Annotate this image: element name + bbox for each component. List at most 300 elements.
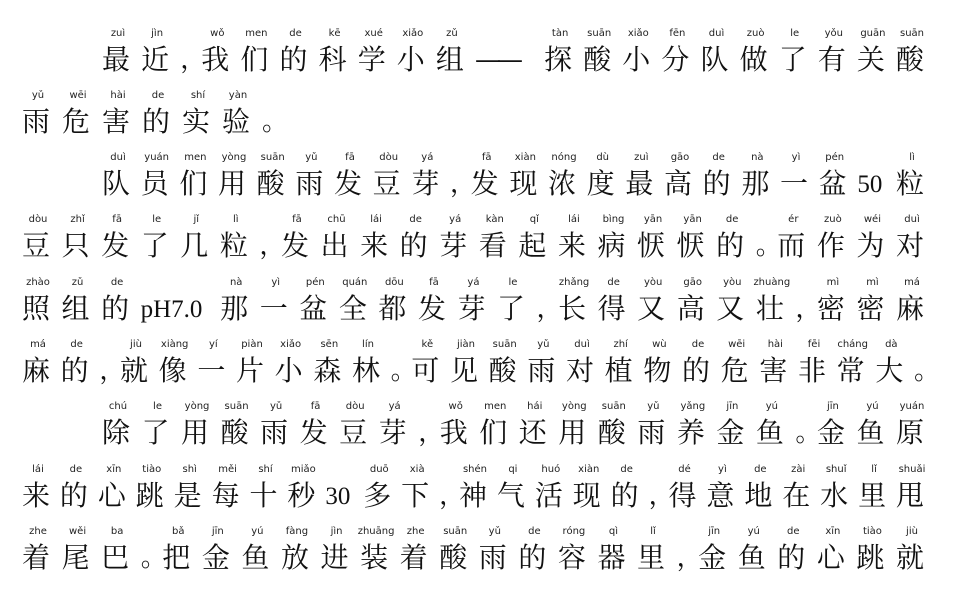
pinyin-annotation: lì [233, 214, 239, 225]
pinyin-annotation: qǐ [529, 214, 539, 225]
hanzi-character: 着 [399, 541, 428, 574]
number-text: pH7.0 [140, 296, 203, 323]
pinyin-annotation: yú [866, 401, 879, 412]
pinyin-annotation: fēi [807, 339, 821, 350]
pinyin-annotation: shuǎi [898, 464, 926, 475]
hanzi-character: 组 [435, 43, 464, 76]
pinyin-annotation: yòng [221, 152, 247, 163]
pinyin-annotation: dòu [379, 152, 399, 163]
hanzi-character: 做 [739, 43, 768, 76]
pinyin-annotation: zhe [406, 526, 425, 537]
hanzi-character: 酸 [597, 416, 626, 449]
hanzi-character: 发 [470, 167, 499, 200]
pinyin-annotation: de [620, 464, 633, 475]
hanzi-character: 对 [896, 229, 925, 262]
pinyin-annotation: dù [596, 152, 609, 163]
pinyin-annotation: fā [112, 214, 122, 225]
pinyin-annotation: yí [208, 339, 218, 350]
hanzi-character: 金 [698, 541, 727, 574]
text-line [0, 464, 960, 526]
hanzi-character: 危 [62, 105, 91, 138]
hanzi-character: 盆 [818, 167, 847, 200]
pinyin-annotation: yá [449, 214, 462, 225]
hanzi-character: 放 [280, 541, 309, 574]
pinyin-annotation: jīn [211, 526, 224, 537]
pinyin-annotation: shí [190, 90, 206, 101]
hanzi-character: 对 [566, 354, 595, 387]
hanzi-character: 粒 [219, 229, 248, 262]
pinyin-annotation: tiào [862, 526, 882, 537]
hanzi-character: 科 [318, 43, 347, 76]
hanzi-character: 植 [604, 354, 633, 387]
hanzi-character: 跳 [135, 479, 164, 512]
hanzi-character: 几 [180, 229, 209, 262]
hanzi-character: 粒 [896, 167, 925, 200]
pinyin-annotation: guān [860, 28, 886, 39]
hanzi-character: 壮 [755, 292, 784, 325]
hanzi-character: 害 [759, 354, 788, 387]
pinyin-annotation: yǎng [680, 401, 706, 412]
pinyin-annotation: mì [866, 277, 879, 288]
hanzi-character: 我 [201, 43, 230, 76]
pinyin-annotation: zhuàng [753, 277, 791, 288]
pinyin-annotation: yān [643, 214, 663, 225]
pinyin-annotation: de [754, 464, 767, 475]
hanzi-character: 像 [158, 354, 187, 387]
hanzi-character: 金 [201, 541, 230, 574]
hanzi-character: 小 [622, 43, 651, 76]
hanzi-character: 而 [777, 229, 806, 262]
hanzi-character: 酸 [220, 416, 249, 449]
hanzi-character: 容 [557, 541, 586, 574]
punctuation: ， [795, 294, 822, 324]
pinyin-annotation: cháng [837, 339, 868, 350]
hanzi-character: 一 [780, 167, 809, 200]
hanzi-character: 发 [334, 167, 363, 200]
pinyin-annotation: gāo [683, 277, 703, 288]
hanzi-character: 发 [299, 416, 328, 449]
hanzi-character: 常 [836, 354, 865, 387]
pinyin-annotation: qi [508, 464, 518, 475]
hanzi-character: 全 [338, 292, 367, 325]
punctuation: 。 [390, 356, 417, 386]
pinyin-annotation: yá [388, 401, 401, 412]
pinyin-annotation: de [69, 464, 83, 475]
hanzi-character: 队 [700, 43, 729, 76]
hanzi-character: 豆 [372, 167, 401, 200]
hanzi-character: 多 [363, 479, 392, 512]
text-line [0, 526, 960, 588]
hanzi-character: 近 [141, 43, 170, 76]
hanzi-character: 一 [259, 292, 288, 325]
pinyin-annotation: le [153, 401, 162, 412]
hanzi-character: 高 [676, 292, 705, 325]
hanzi-character: 用 [218, 167, 247, 200]
hanzi-character: 林 [352, 354, 381, 387]
pinyin-annotation: ér [788, 214, 799, 225]
hanzi-character: 就 [896, 541, 925, 574]
hanzi-character: 密 [816, 292, 845, 325]
hanzi-character: 秒 [287, 479, 316, 512]
hanzi-character: 为 [856, 229, 885, 262]
hanzi-character: 们 [479, 416, 508, 449]
hanzi-character: —— [475, 45, 519, 75]
pinyin-annotation: quán [342, 277, 368, 288]
hanzi-character: 度 [586, 167, 615, 200]
hanzi-character: 学 [357, 43, 386, 76]
hanzi-character: 十 [249, 479, 278, 512]
hanzi-character: 在 [782, 479, 811, 512]
text-line [0, 90, 960, 152]
hanzi-character: 意 [706, 479, 735, 512]
hanzi-character: 雨 [22, 105, 51, 138]
hanzi-character: 的 [60, 354, 89, 387]
hanzi-character: 高 [664, 167, 693, 200]
hanzi-character: 豆 [339, 416, 368, 449]
hanzi-character: 的 [399, 229, 428, 262]
hanzi-character: 尾 [61, 541, 90, 574]
pinyin-annotation: le [152, 214, 162, 225]
hanzi-character: 鱼 [755, 416, 784, 449]
hanzi-character: 甩 [896, 479, 925, 512]
hanzi-character: 酸 [488, 354, 517, 387]
hanzi-character: 芽 [378, 416, 407, 449]
pinyin-annotation: xià [409, 464, 425, 475]
hanzi-character: 的 [142, 105, 171, 138]
hanzi-character: 大 [875, 354, 904, 387]
hanzi-character: 装 [360, 541, 389, 574]
pinyin-annotation: zhí [613, 339, 628, 350]
pinyin-annotation: de [110, 277, 124, 288]
pinyin-annotation: zuò [824, 214, 842, 225]
hanzi-character: 非 [798, 354, 827, 387]
pinyin-annotation: yǔ [488, 526, 501, 537]
hanzi-character: 了 [778, 43, 807, 76]
pinyin-annotation: yòng [184, 401, 210, 412]
hanzi-character: 心 [816, 541, 845, 574]
hanzi-character: 小 [274, 354, 303, 387]
pinyin-annotation: chū [327, 214, 346, 225]
pinyin-annotation: dé [678, 464, 691, 475]
hanzi-character: 下 [401, 479, 430, 512]
pinyin-annotation: duì [574, 339, 590, 350]
pinyin-annotation: de [528, 526, 541, 537]
hanzi-character: 物 [643, 354, 672, 387]
text-line [0, 277, 960, 339]
hanzi-character: 了 [141, 416, 170, 449]
punctuation: ， [648, 481, 675, 511]
pinyin-annotation: suān [224, 401, 249, 412]
pinyin-annotation: yòu [643, 277, 663, 288]
hanzi-character: 的 [702, 167, 731, 200]
pinyin-annotation: shén [462, 464, 488, 475]
hanzi-character: 豆 [22, 229, 51, 262]
pinyin-annotation: má [904, 277, 920, 288]
pinyin-annotation: xiàn [514, 152, 536, 163]
punctuation: 。 [795, 418, 822, 448]
pinyin-annotation: zhǎng [558, 277, 590, 288]
pinyin-annotation: bǎ [172, 526, 185, 537]
hanzi-character: 巴 [101, 541, 130, 574]
pinyin-annotation: suān [587, 28, 612, 39]
hanzi-character: 麻 [896, 292, 925, 325]
pinyin-annotation: zuì [110, 28, 126, 39]
hanzi-character: 现 [572, 479, 601, 512]
hanzi-character: 长 [558, 292, 587, 325]
hanzi-character: 酸 [439, 541, 468, 574]
pinyin-annotation: men [484, 401, 507, 412]
hanzi-character: 养 [676, 416, 705, 449]
pinyin-annotation: yàn [228, 90, 248, 101]
pinyin-annotation: qì [608, 526, 619, 537]
text-line [0, 339, 960, 401]
pinyin-annotation: wǒ [448, 401, 463, 412]
hanzi-character: 那 [741, 167, 770, 200]
pinyin-annotation: yì [718, 464, 727, 475]
pinyin-annotation: yǔ [31, 90, 45, 101]
pinyin-annotation: dòu [345, 401, 365, 412]
hanzi-character: 最 [102, 43, 131, 76]
pinyin-annotation: de [289, 28, 302, 39]
pinyin-annotation: fā [292, 214, 302, 225]
hanzi-character: 盆 [299, 292, 328, 325]
hanzi-character: 的 [777, 541, 806, 574]
pinyin-annotation: lín [362, 339, 374, 350]
pinyin-annotation: yì [791, 152, 801, 163]
pinyin-annotation: le [508, 277, 518, 288]
punctuation: ， [676, 543, 703, 573]
punctuation: ， [439, 481, 466, 511]
pinyin-annotation: yǒu [824, 28, 843, 39]
hanzi-character: 组 [61, 292, 90, 325]
punctuation: 。 [914, 356, 941, 386]
pinyin-annotation: duō [369, 464, 389, 475]
pinyin-annotation: gāo [670, 152, 690, 163]
pinyin-annotation: zuì [634, 152, 649, 163]
pinyin-annotation: wěi [69, 526, 87, 537]
hanzi-character: 跳 [856, 541, 885, 574]
hanzi-character: 进 [320, 541, 349, 574]
hanzi-character: 是 [173, 479, 202, 512]
hanzi-character: 小 [396, 43, 425, 76]
pinyin-annotation: xiǎo [402, 28, 424, 39]
pinyin-annotation: jiù [906, 526, 918, 537]
text-line [0, 401, 960, 463]
pinyin-annotation: wǒ [210, 28, 225, 39]
pinyin-annotation: yú [251, 526, 264, 537]
pinyin-annotation: lì [909, 152, 915, 163]
pinyin-annotation: de [70, 339, 83, 350]
hanzi-character: 密 [856, 292, 885, 325]
pinyin-annotation: xīn [106, 464, 122, 475]
number-text: 30 [325, 483, 351, 510]
pinyin-annotation: lǐ [650, 526, 656, 537]
pinyin-annotation: kě [421, 339, 434, 350]
pinyin-annotation: sēn [320, 339, 339, 350]
hanzi-character: 鱼 [241, 541, 270, 574]
pinyin-annotation: fā [481, 152, 492, 163]
pinyin-annotation: yǔ [537, 339, 550, 350]
hanzi-character: 探 [544, 43, 573, 76]
pinyin-annotation: jǐ [193, 214, 200, 225]
hanzi-character: 员 [140, 167, 169, 200]
hanzi-character: 雨 [637, 416, 666, 449]
hanzi-character: 雨 [527, 354, 556, 387]
pinyin-annotation: zhào [26, 277, 50, 288]
hanzi-character: 雨 [260, 416, 289, 449]
pinyin-annotation: má [30, 339, 46, 350]
pinyin-annotation: jìn [330, 526, 343, 537]
hanzi-character: 的 [279, 43, 308, 76]
pinyin-annotation: de [725, 214, 739, 225]
hanzi-character: 病 [597, 229, 626, 262]
pinyin-annotation: de [712, 152, 725, 163]
pinyin-annotation: hái [527, 401, 543, 412]
pinyin-annotation: shí [258, 464, 273, 475]
hanzi-character: 恹 [637, 229, 666, 262]
hanzi-character: 酸 [583, 43, 612, 76]
punctuation: ， [536, 294, 563, 324]
hanzi-character: 危 [720, 354, 749, 387]
hanzi-character: 来 [360, 229, 389, 262]
pinyin-annotation: jīn [826, 401, 839, 412]
pinyin-annotation: huó [541, 464, 561, 475]
hanzi-character: 那 [220, 292, 249, 325]
pinyin-annotation: lái [568, 214, 580, 225]
pinyin-annotation: pén [825, 152, 845, 163]
hanzi-character: 又 [637, 292, 666, 325]
pinyin-annotation: fā [429, 277, 439, 288]
hanzi-character: 的 [101, 292, 130, 325]
hanzi-character: 最 [625, 167, 654, 200]
pinyin-annotation: kē [328, 28, 341, 39]
hanzi-character: 我 [439, 416, 468, 449]
hanzi-character: 里 [637, 541, 666, 574]
pinyin-annotation: fēn [669, 28, 686, 39]
punctuation: 。 [262, 107, 289, 137]
pinyin-annotation: zài [791, 464, 806, 475]
pinyin-annotation: wù [652, 339, 667, 350]
pinyin-annotation: yú [747, 526, 760, 537]
hanzi-character: 照 [22, 292, 51, 325]
pinyin-annotation: shuǐ [825, 464, 847, 475]
pinyin-annotation: dòu [28, 214, 48, 225]
pinyin-annotation: zhe [29, 526, 47, 537]
hanzi-character: 活 [534, 479, 563, 512]
pinyin-annotation: duì [110, 152, 126, 163]
pinyin-annotation: lǐ [871, 464, 877, 475]
hanzi-character: 一 [197, 354, 226, 387]
hanzi-character: 验 [222, 105, 251, 138]
hanzi-character: 得 [597, 292, 626, 325]
hanzi-character: 害 [102, 105, 131, 138]
text-line [0, 214, 960, 276]
hanzi-character: 把 [162, 541, 191, 574]
hanzi-character: 原 [896, 416, 925, 449]
hanzi-character: 用 [181, 416, 210, 449]
pinyin-annotation: lái [370, 214, 382, 225]
hanzi-character: 就 [120, 354, 149, 387]
hanzi-character: 得 [668, 479, 697, 512]
pinyin-annotation: suān [899, 28, 925, 39]
punctuation: 。 [140, 543, 167, 573]
hanzi-character: 气 [496, 479, 525, 512]
pinyin-annotation: de [787, 526, 800, 537]
pinyin-annotation: nà [751, 152, 764, 163]
hanzi-character: 实 [182, 105, 211, 138]
hanzi-character: 用 [558, 416, 587, 449]
pinyin-annotation: lái [32, 464, 44, 475]
hanzi-character: 发 [417, 292, 446, 325]
punctuation: ， [180, 45, 207, 75]
hanzi-character: 器 [597, 541, 626, 574]
hanzi-character: 发 [101, 229, 130, 262]
pinyin-annotation: dà [885, 339, 898, 350]
hanzi-character: 只 [61, 229, 90, 262]
hanzi-character: 片 [236, 354, 265, 387]
hanzi-character: 浓 [548, 167, 577, 200]
number-text: 50 [857, 171, 883, 198]
hanzi-character: 见 [450, 354, 479, 387]
hanzi-character: 了 [497, 292, 526, 325]
pinyin-annotation: hài [110, 90, 126, 101]
pinyin-annotation: xiǎo [627, 28, 649, 39]
pinyin-annotation: xué [364, 28, 383, 39]
hanzi-character: 们 [179, 167, 208, 200]
hanzi-character: 又 [716, 292, 745, 325]
hanzi-character: 森 [313, 354, 342, 387]
hanzi-character: 除 [102, 416, 131, 449]
pinyin-annotation: pén [305, 277, 325, 288]
pinyin-annotation: duì [708, 28, 725, 39]
hanzi-character: 的 [716, 229, 745, 262]
pinyin-annotation: miǎo [291, 464, 316, 475]
hanzi-character: 的 [682, 354, 711, 387]
pinyin-annotation: jiù [130, 339, 142, 350]
pinyin-annotation: suān [443, 526, 468, 537]
hanzi-character: 来 [557, 229, 586, 262]
hanzi-character: 还 [518, 416, 547, 449]
pinyin-annotation: fàng [285, 526, 309, 537]
pinyin-annotation: yú [765, 401, 779, 412]
hanzi-character: 鱼 [856, 416, 885, 449]
pinyin-annotation: xiǎo [280, 339, 302, 350]
pinyin-annotation: duì [904, 214, 920, 225]
pinyin-annotation: jīn [726, 401, 739, 412]
hanzi-character: 队 [102, 167, 131, 200]
pinyin-annotation: fā [345, 152, 355, 163]
punctuation: ， [450, 169, 477, 199]
hanzi-character: 麻 [22, 354, 51, 387]
pinyin-annotation: mì [826, 277, 840, 288]
punctuation: 。 [755, 231, 782, 261]
pinyin-annotation: xiàn [578, 464, 600, 475]
hanzi-character: 可 [411, 354, 440, 387]
hanzi-character: 的 [610, 479, 639, 512]
pinyin-annotation: piàn [241, 339, 263, 350]
hanzi-character: 们 [240, 43, 269, 76]
pinyin-annotation: yǔ [269, 401, 283, 412]
pinyin-annotation: hài [767, 339, 783, 350]
pinyin-annotation: de [151, 90, 165, 101]
pinyin-annotation: bìng [602, 214, 625, 225]
pinyin-annotation: nóng [551, 152, 577, 163]
pinyin-annotation: zǔ [446, 28, 458, 39]
pinyin-annotation: yān [683, 214, 702, 225]
pinyin-annotation: de [607, 277, 620, 288]
pinyin-annotation: wēi [69, 90, 87, 101]
pinyin-annotation: yá [421, 152, 434, 163]
